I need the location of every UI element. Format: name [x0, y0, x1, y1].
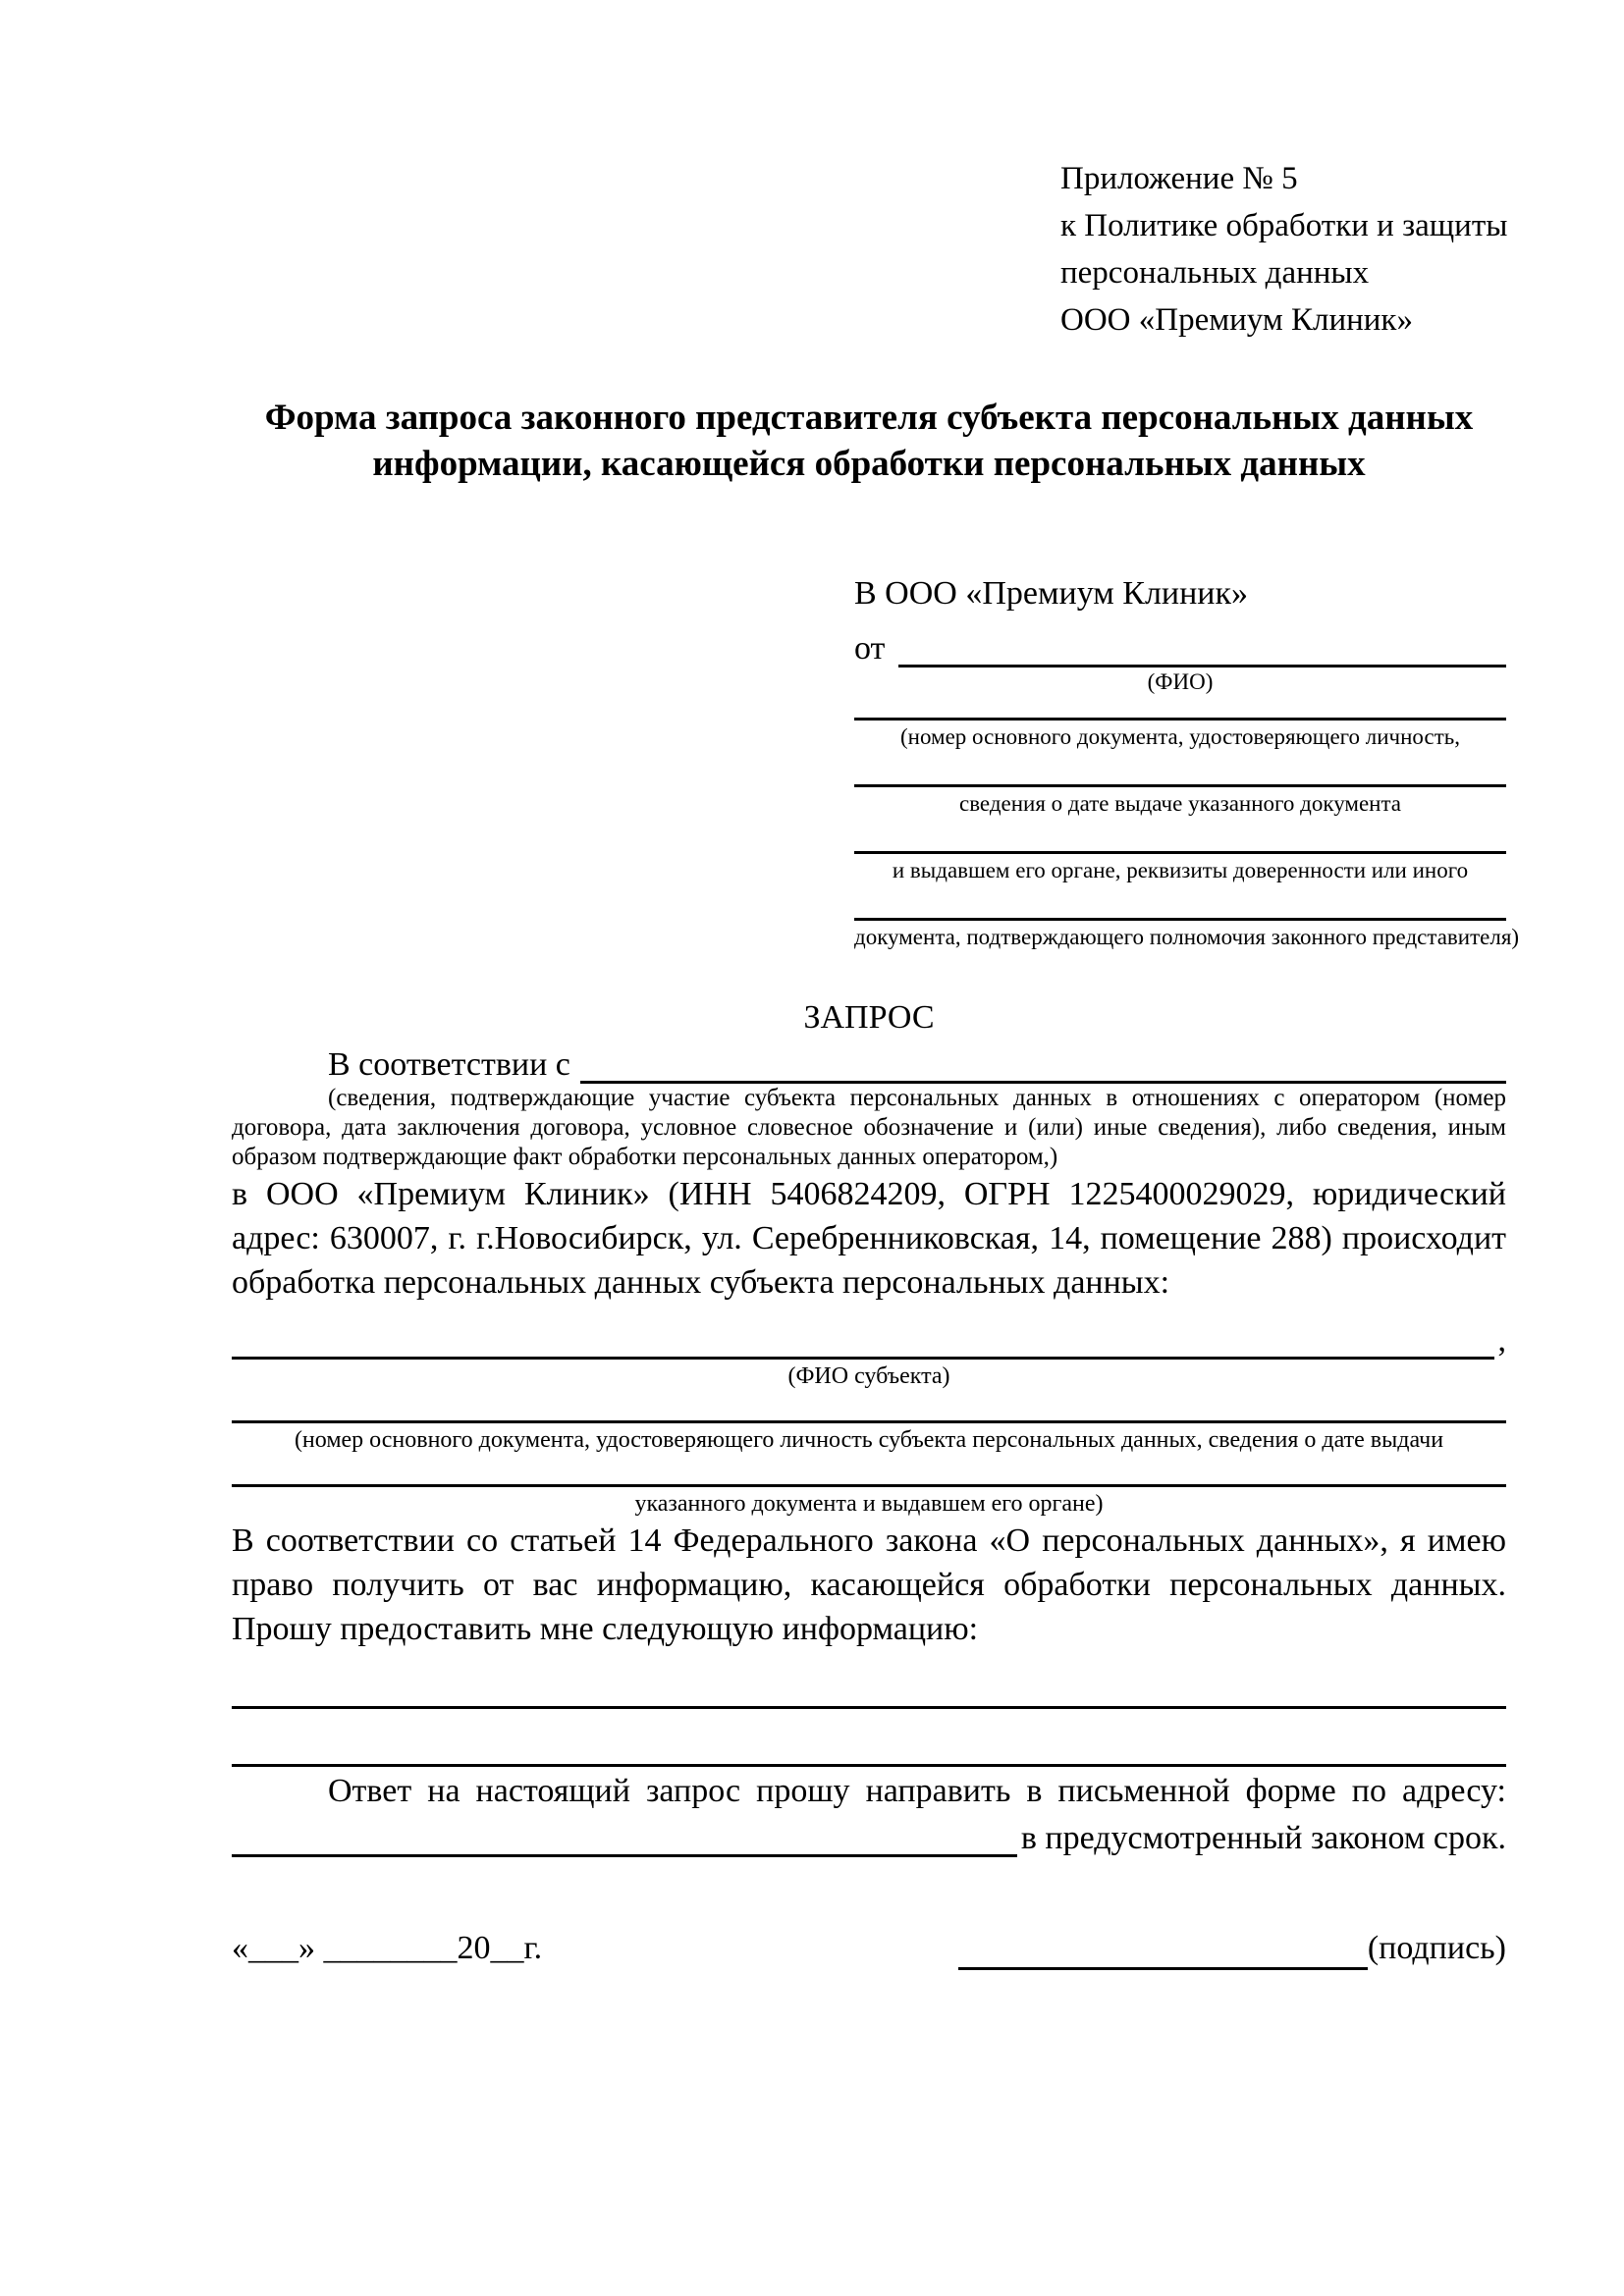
- from-row: [854, 618, 1506, 667]
- subject-fio-comma: ,: [1497, 1322, 1506, 1359]
- rep-doc-field-3: [854, 851, 1506, 885]
- request-heading: ЗАПРОС: [803, 999, 935, 1036]
- accordance-caption: (сведения, подтверждающие участие субъекта персональных данных в отношениях с оператором (номер договора, дата заключения договора, условное словесное обозначение и (или) иные сведения), либо сведения, иным образом подтверждающие факт обработки персональных данных оператором,): [232, 1085, 1506, 1170]
- addressee-block: [854, 569, 1520, 952]
- appendix-header-line-2: к Политике обработки и защиты: [1060, 208, 1508, 243]
- law-paragraph: В соответствии со статьей 14 Федерального закона «О персональных данных», я имею право получить от вас информацию, касающейся обработки персональных данных. Прошу предоставить мне следующую информацию:: [232, 1522, 1506, 1647]
- reply-paragraph-line: Ответ на настоящий запрос прошу направить в письменной форме по адресу:: [328, 1773, 1506, 1809]
- reply-address-line: [232, 1818, 1017, 1857]
- addressee-organization: В ООО «Премиум Клиник»: [854, 575, 1249, 612]
- subject-doc-field-2: [232, 1484, 1506, 1519]
- subject-doc-line-1: [232, 1420, 1506, 1423]
- subject-doc-caption-1: (номер основного документа, удостоверяющего личность субъекта персональных данных, сведения о дате выдачи: [294, 1427, 1444, 1453]
- footer-row: [232, 1926, 1506, 1970]
- page-title: [232, 395, 1506, 487]
- signature-caption: (подпись): [1367, 1930, 1506, 1966]
- rep-doc-caption-2: сведения о дате выдаче указанного документа: [958, 791, 1402, 816]
- from-fio-line: [898, 628, 1506, 667]
- rep-doc-field-1: [854, 718, 1506, 752]
- info-blank-line-2: [232, 1764, 1506, 1767]
- subject-fio-line: [232, 1322, 1494, 1360]
- subject-doc-caption-2: указанного документа и выдавшем его органе): [634, 1491, 1104, 1517]
- subject-doc-line-2: [232, 1484, 1506, 1487]
- info-blank-line-1: [232, 1706, 1506, 1709]
- rep-doc-caption-1: (номер основного документа, удостоверяющего личность,: [899, 724, 1460, 749]
- date-field: «___» ________20__г.: [232, 1930, 543, 1966]
- signature-group: [958, 1926, 1506, 1970]
- rep-doc-field-4: [854, 918, 1520, 952]
- appendix-header-line-4: ООО «Премиум Клиник»: [1060, 302, 1413, 338]
- appendix-header-line-3: персональных данных: [1060, 255, 1370, 291]
- rep-doc-line-3: [854, 851, 1506, 854]
- subject-doc-field-1: [232, 1420, 1506, 1455]
- rep-doc-caption-3: и выдавшем его органе, реквизиты доверенности или иного: [892, 858, 1469, 882]
- rep-doc-field-2: [854, 784, 1506, 819]
- fio-caption: (ФИО): [1147, 669, 1214, 694]
- subject-fio-row: [232, 1318, 1506, 1360]
- operator-paragraph: в ООО «Премиум Клиник» (ИНН 5406824209, ОГРН 1225400029029, юридический адрес: 630007, г. г.Новосибирск, ул. Серебренниковская, 14, помещение 288) происходит обработка персональных данных субъекта персональных данных:: [232, 1176, 1506, 1301]
- accordance-line: [580, 1044, 1506, 1084]
- reply-address-row: [232, 1813, 1506, 1857]
- reply-tail: в предусмотренный законом срок.: [1020, 1820, 1506, 1856]
- signature-line: [958, 1931, 1368, 1970]
- appendix-header: [1060, 155, 1506, 344]
- accordance-label: В соответствии с: [328, 1046, 570, 1083]
- appendix-header-line-1: Приложение № 5: [1060, 161, 1298, 196]
- rep-doc-line-4: [854, 918, 1506, 921]
- page-title-line-2: информации, касающейся обработки персональных данных: [372, 444, 1366, 484]
- page-title-line-1: Форма запроса законного представителя субъекта персональных данных: [264, 398, 1474, 438]
- from-label: от: [854, 630, 886, 667]
- rep-doc-line-2: [854, 784, 1506, 787]
- rep-doc-line-1: [854, 718, 1506, 721]
- subject-fio-caption: (ФИО субъекта): [787, 1363, 950, 1389]
- rep-doc-caption-4: документа, подтверждающего полномочия законного представителя): [854, 925, 1520, 949]
- accordance-row: [232, 1040, 1506, 1084]
